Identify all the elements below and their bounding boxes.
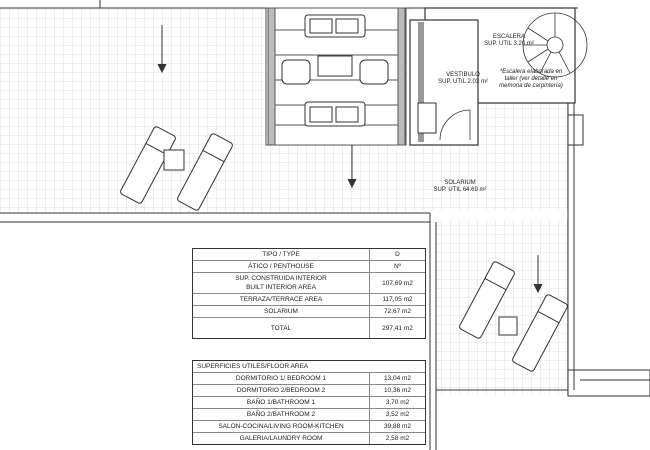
row-value: 10,36 m2 xyxy=(369,385,425,396)
row-label: BAÑO 1/BATHROOM 1 xyxy=(246,399,316,406)
table-row xyxy=(193,317,425,338)
table-header-row xyxy=(193,361,425,372)
escalera-label xyxy=(474,34,544,48)
solarium-name: SOLARIUM xyxy=(444,180,476,186)
solarium-label xyxy=(420,180,500,194)
row-value: 297,41 m2 xyxy=(369,318,425,338)
row-label: SOLARIUM xyxy=(264,308,298,315)
row-label: ÁTICO / PENTHOUSE xyxy=(248,263,314,270)
type-header: TIPO / TYPE xyxy=(262,251,300,258)
stair-note-line-1: *Escalera elaborada en xyxy=(499,69,563,75)
table-row xyxy=(193,408,425,420)
table-row xyxy=(193,272,425,293)
row-label: TERRAZA/TERRACE AREA xyxy=(239,296,323,303)
type-value: D xyxy=(369,249,425,260)
row-label: SUP. CONSTRUIDA INTERIOR xyxy=(235,275,327,282)
vestibulo-area: SUP. UTIL 2.03 m² xyxy=(438,79,488,85)
row-value: 2,58 m2 xyxy=(369,433,425,444)
stair-note-line-3: memoria de carpintería) xyxy=(499,83,563,89)
solarium-area: SUP. UTIL 64.69 m² xyxy=(433,187,487,193)
stair-note-line-2: taller (ver detalle en xyxy=(504,76,558,82)
row-label: SALON-COCINA/LIVING ROOM-KITCHEN xyxy=(218,423,344,430)
area-summary-table xyxy=(192,248,426,339)
table-row xyxy=(193,420,425,432)
row-value: Nº xyxy=(369,261,425,272)
row-label: BAÑO 2/BATHROOM 2 xyxy=(246,411,316,418)
row-value: 3,70 m2 xyxy=(369,397,425,408)
escalera-name: ESCALERA xyxy=(492,34,525,40)
row-value: 39,88 m2 xyxy=(369,421,425,432)
row-label: DORMITORIO 1/ BEDROOM 1 xyxy=(235,375,327,382)
vestibulo-label xyxy=(428,72,498,86)
table-row xyxy=(193,260,425,272)
escalera-area: SUP. UTIL 3.20 m² xyxy=(484,41,534,47)
floor-area-header: SUPERFICIES UTILES/FLOOR AREA xyxy=(197,363,309,370)
row-value: 107,69 m2 xyxy=(369,273,425,293)
row-label: TOTAL xyxy=(270,324,292,332)
row-value: 72,67 m2 xyxy=(369,306,425,317)
stair-note xyxy=(490,69,572,90)
row-label: DORMITORIO 2/BEDROOM 2 xyxy=(236,387,326,394)
table-row xyxy=(193,432,425,444)
floor-area-table xyxy=(192,360,426,445)
vestibulo-name: VESTIBULO xyxy=(446,72,480,78)
table-row xyxy=(193,396,425,408)
row-label-2: BUILT INTERIOR AREA xyxy=(246,284,316,291)
row-value: 13,04 m2 xyxy=(369,373,425,384)
table-row xyxy=(193,384,425,396)
table-row xyxy=(193,293,425,305)
table-row xyxy=(193,372,425,384)
table-row xyxy=(193,305,425,317)
row-value: 117,05 m2 xyxy=(369,294,425,305)
row-value: 3,52 m2 xyxy=(369,409,425,420)
row-label: GALERIA/LAUNDRY ROOM xyxy=(239,435,323,442)
table-header-row xyxy=(193,249,425,260)
